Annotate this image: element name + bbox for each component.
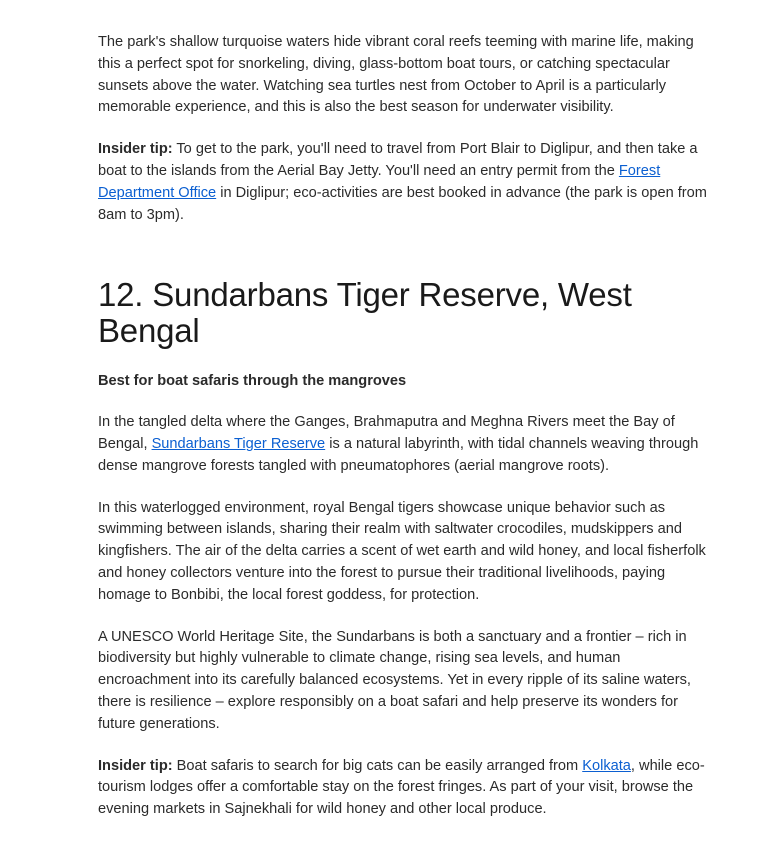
sundarbans-tiger-reserve-link[interactable]: Sundarbans Tiger Reserve <box>151 435 326 452</box>
sundarbans-paragraph-2: In this waterlogged environment, royal Bengal tigers showcase unique behavior such as swimming between islands, sharing their realm with saltwater crocodiles, mudskippers and kingfishers. The air of the delta carries a scent of wet earth and wild honey, and local fisherfolk and honey collectors venture into the forest to pursue their traditional livelihoods, paying homage to Bonbibi, the local forest goddess, for protection. <box>98 499 706 603</box>
kolkata-link[interactable]: Kolkata <box>582 757 631 774</box>
park-tip-text-start: To get to the park, you'll need to travel from Port Blair to Diglipur, and then take a boat to the islands from the Aerial Bay Jetty. You'll need an entry permit from the <box>98 141 698 179</box>
sundarbans-paragraph-1 <box>98 412 710 477</box>
park-insider-tip <box>98 139 710 226</box>
sundarbans-insider-tip <box>98 756 710 821</box>
insider-tip-label: Insider tip: <box>98 757 173 774</box>
paragraph-1-text-start: In the tangled delta where the Ganges, Brahmaputra and Meghna Rivers meet the Bay of Bengal, <box>98 414 675 452</box>
sundarbans-tip-text-start: Boat safaris to search for big cats can be easily arranged from <box>172 757 583 774</box>
section-heading-sundarbans: 12. Sundarbans Tiger Reserve, West Bengal <box>98 276 632 350</box>
best-for-subheading: Best for boat safaris through the mangroves <box>98 373 407 390</box>
sundarbans-paragraph-3: A UNESCO World Heritage Site, the Sundarbans is both a sanctuary and a frontier – rich in biodiversity but highly vulnerable to climate change, rising sea levels, and human encroachment into its carefully balanced ecosystems. Yet in every ripple of its saline waters, there is resilience – explore responsibly on a boat safari and help preserve its wonders for future generations. <box>98 628 691 732</box>
section-spacer <box>98 226 710 277</box>
paragraph-1-text-end: is a natural labyrinth, with tidal channels weaving through dense mangrove forests tangled with pneumatophores (aerial mangrove roots). <box>98 435 699 474</box>
park-paragraph: The park's shallow turquoise waters hide vibrant coral reefs teeming with marine life, making this a perfect spot for snorkeling, diving, glass-bottom boat tours, or catching spectacular sunsets above the water. Watching sea turtles nest from October to April is a particularly memorable experience, and this is also the best season for underwater visibility. <box>98 34 694 116</box>
forest-department-office-link[interactable]: Forest Department Office <box>98 162 661 201</box>
insider-tip-label: Insider tip: <box>98 141 173 158</box>
park-tip-text-end: in Diglipur; eco-activities are best booked in advance (the park is open from 8am to 3pm). <box>98 184 707 223</box>
sundarbans-tip-text-end: , while eco-tourism lodges offer a comfortable stay on the forest fringes. As part of your visit, browse the evening markets in Sajnekhali for wild honey and other local produce. <box>98 757 705 818</box>
article-body <box>98 32 710 821</box>
